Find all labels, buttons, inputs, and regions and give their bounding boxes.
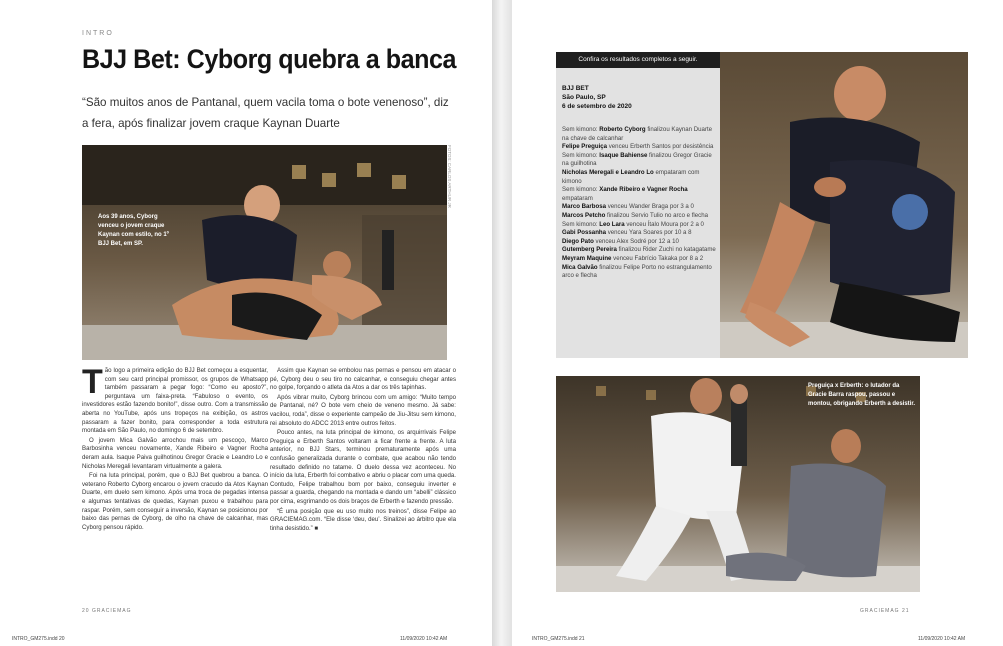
result-entry: Sem kimono: Roberto Cyborg finalizou Kaynan Duarte na chave de calcanhar: [562, 126, 713, 142]
body-column-1: [82, 363, 268, 533]
paragraph: Assim que Kaynan se embolou nas pernas e pensou em atacar o pé, Cyborg deu o seu tiro no calcanhar, e conseguiu chegar antes no golpe, forçando o atleta da Atos a dar os três tapinhas.: [270, 367, 456, 392]
result-entry: Felipe Preguiça venceu Erberth Santos por desistência: [562, 143, 714, 151]
page-folio-right: GRACIEMAG 21: [860, 608, 910, 614]
results-box-title: Confira os resultados completos a seguir.: [556, 52, 720, 68]
slug-file-right: INTRO_GM275.indd 21: [532, 636, 585, 642]
slug-date-right: 11/09/2020 10:42 AM: [918, 636, 966, 642]
results-list: [562, 126, 718, 281]
event-name: BJJ BET: [562, 85, 589, 92]
event-city: São Paulo, SP: [562, 94, 606, 101]
result-entry: Marco Barbosa venceu Wander Braga por 3 a 0: [562, 203, 694, 211]
photo-credit: FOTOS: CARLOS ARTHUR JR: [447, 145, 452, 208]
slug-file-left: INTRO_GM275.indd 20: [12, 636, 65, 642]
body-column-2: [270, 367, 456, 534]
result-entry: Meyram Maquine venceu Fabrício Takaka por 8 a 2: [562, 254, 704, 262]
result-entry: Marcos Petcho finalizou Servio Tulio no arco e flecha: [562, 211, 708, 219]
paragraph: Tão logo a primeira edição do BJJ Bet começou a esquentar, com seu card principal promissor, os grupos de Whatsapp também passaram a pegar fogo: “Como eu aposto?”, perguntava um faixa-preta. “Fabuloso o evento, os investidores estão fazendo bonito!”, disse outro. Com a transmissão aberta no YouTube, após uns tropeços na exibição, os astros passaram a fazer bonito, para corresponder a toda estrutura montada em São Paulo, no domingo 6 de setembro.: [82, 363, 268, 435]
article-headline: BJJ Bet: Cyborg quebra a banca: [82, 44, 456, 74]
event-date: 6 de setembro de 2020: [562, 103, 632, 110]
result-entry: Sem kimono: Leo Lara venceu Ítalo Moura por 2 a 0: [562, 220, 704, 228]
result-entry: Sem kimono: Isaque Bahiense finalizou Gregor Gracie na guilhotina: [562, 151, 712, 168]
paragraph: O jovem Mica Galvão arrochou mais um pescoço, Marco Barbosinha venceu novamente, Xande Ribeiro e Vagner Rocha deram aula. Isaque Paiva guilhotinou Gregor Gracie e Leandro Lo e Nicholas Meregali levantaram virtualmente a galera.: [82, 436, 268, 470]
result-entry: Gabi Possanha venceu Yara Soares por 10 a 8: [562, 229, 692, 237]
slug-date-left: 11/09/2020 10:42 AM: [400, 636, 448, 642]
paragraph: Pouco antes, na luta principal de kimono, os arquirrivais Felipe Preguiça e Erberth Santos voltaram a ficar frente a frente. A luta anterior, no BJJ Stars, terminou prematuramente após uma confusão generalizada durante o combate, que acabou não tendo resultado definido no tatame. O duelo dessa vez aconteceu. No início da luta, Erberth foi combativo e abriu o placar com uma queda. Contudo, Felipe trabalhou bom por baixo, conseguiu inverter e passar a guarda, chegando na montada e dando um “abelli” clássico por cima, esgrimando os dois braços de Erberth e fazendo pressão.: [270, 429, 456, 505]
photo-caption-right: Preguiça x Erberth: o lutador da Gracie Barra raspou, passou e montou, obrigando Erberth a desistir.: [808, 383, 916, 407]
section-kicker: INTRO: [82, 30, 114, 37]
fight-photo-cyborg: [82, 145, 447, 360]
paragraph: Foi na luta principal, porém, que o BJJ Bet quebrou a banca. O veterano Roberto Cyborg encarou o jovem cracudo da Atos Kaynan Duarte, em duelo sem kimono. Após uma troca de pegadas intensa e algumas tentativas de quedas, Kaynan puxou e trabalhou para raspar. Porém, sem conseguir a inversão, Kaynan se posicionou por baixo das pernas de Cyborg, de olho na chave de calcanhar, mas Cyborg pensou rápido.: [82, 472, 268, 531]
fight-photo-nogi: [720, 52, 968, 358]
left-page: [0, 0, 492, 646]
paragraph: Após vibrar muito, Cyborg brincou com um amigo: “Muito tempo de Pantanal, né? O bote vem cheio de veneno mesmo. Já sabe: vacilou, roda”, disse o experiente campeão de Jiu-Jitsu sem kimono, rei absoluto do ADCC 2013 entre outros feitos.: [270, 393, 456, 427]
result-entry: Sem kimono: Xande Ribeiro e Vagner Rocha empataram: [562, 186, 688, 202]
result-entry: Diego Pato venceu Alex Sodré por 12 a 10: [562, 237, 679, 245]
page-folio-left: 20 GRACIEMAG: [82, 608, 132, 614]
result-entry: Mica Galvão finalizou Felipe Porto no estrangulamento arco e flecha: [562, 263, 712, 280]
event-info: [562, 84, 632, 111]
paragraph: “É uma posição que eu uso muito nos treinos”, disse Felipe ao GRACIEMAG.com. “Ele disse ‘deu, deu’. Sinalizei ao árbitro que ela tinha desistido.” ■: [270, 507, 456, 532]
spine-gutter: [492, 0, 512, 646]
drop-cap: T: [82, 363, 103, 401]
photo-caption: Aos 39 anos, Cyborg venceu o jovem craque Kaynan com estilo, no 1º BJJ Bet, em SP.: [98, 214, 169, 247]
result-entry: Gutemberg Pereira finalizou Rider Zuchi no katagatame: [562, 246, 716, 254]
article-deck: “São muitos anos de Pantanal, quem vacila toma o bote venenoso”, diz a fera, após finalizar jovem craque Kaynan Duarte: [82, 96, 449, 130]
result-entry: Nicholas Meregali e Leandro Lo empataram com kimono: [562, 168, 700, 185]
